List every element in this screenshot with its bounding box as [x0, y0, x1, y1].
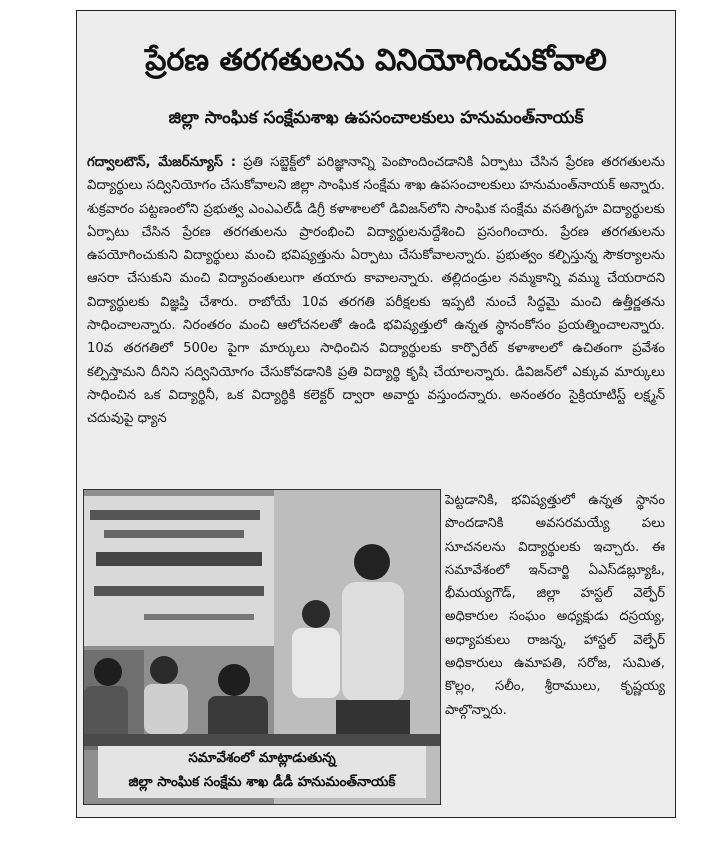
speaker-body-shape [342, 582, 404, 702]
photo-caption [98, 746, 426, 798]
article-body [87, 151, 665, 491]
article-continuation: పెట్టడానికి, భవిష్యత్తులో ఉన్నత స్థానం పొందడానికి అవసరమయ్యే పలు సూచనలను విద్యార్థులకు ఇచ్చారు. ఈ సమావేశంలో ఇన్‌చార్జి ఏఎస్‌డబ్ల్యూఓ, భీమయ్యగౌడ్, జిల్లా హస్టల్ వెల్ఫేర్ అధికారుల సంఘం అధ్యక్షుడు దస్రయ్య, అధ్యాపకులు రాజన్న, హాస్టల్ వెల్ఫేర్ అధికారులు ఉమాపతి, సరోజ, సుమిత, కొల్లం, సలీం, శ్రీరాములు, కృష్ణయ్య పాల్గొన్నారు. [445, 493, 665, 718]
dateline: గద్వాలటౌన్, మేజర్‌న్యూస్ : [87, 155, 236, 170]
headline: ప్రేరణ తరగతులను వినియోగించుకోవాలి [145, 43, 607, 78]
caption-line-1: సమావేశంలో మాట్లాడుతున్న [188, 750, 336, 766]
newspaper-clipping [76, 10, 676, 818]
subheadline: జిల్లా సాంఘిక సంక్షేమశాఖ ఉపసంచాలకులు హనుమంత్‌నాయక్ [168, 108, 584, 128]
news-photo [83, 489, 441, 805]
speaker-head-shape [354, 544, 390, 580]
article-body-text: ప్రతి సబ్జెక్ట్‌లో పరిజ్ఞానాన్ని పెంపొందించడానికి ఏర్పాటు చేసిన ప్రేరణ తరగతులను విద్యార్థులు సద్వినియోగం చేసుకోవాలని జిల్లా సాంఘిక సంక్షేమ శాఖ ఉపసంచాలకులు హనుమంత్‌నాయక్ అన్నారు. శుక్రవారం పట్టణంలోని ప్రభుత్వ ఎంఎఎల్‌డీ డిగ్రీ కళాశాలలో డివిజన్‌లోని సాంఘిక సంక్షేమ వసతిగృహ విద్యార్థులకు ఏర్పాటు చేసిన ప్రేరణ తరగతులను ప్రారంభించి విద్యార్థులనుద్దేశించి ప్రసంగించారు. ప్రేరణ తరగతులను ఉపయోగించుకుని విద్యార్థులు మంచి భవిష్యత్తును ఏర్పాటు చేసుకోవాలన్నారు. ప్రభుత్వం కల్పిస్తున్న సౌకర్యాలను ఆసరా చేసుకుని మంచి విద్యావంతులుగా తయారు కావాలన్నారు. తల్లిదండ్రుల నమ్మకాన్ని వమ్ము చేయరాదని విద్యార్థులకు విజ్ఞప్తి చేశారు. రాబోయే 10వ తరగతి పరీక్షలకు ఇప్పటి నుంచే సిద్ధమై మంచి ఉత్తీర్ణతను సాధించాలన్నారు. నిరంతరం మంచి ఆలోచనలతో ఉండి భవిష్యత్తులో ఉన్నత స్థానంకోసం ప్రయత్నించాలన్నారు. 10వ తరగతిలో 500ల పైగా మార్కులు సాధించిన విద్యార్థులకు కార్పొరేట్ కళాశాలలో ఉచితంగా ప్రవేశం కల్పిస్తామని దీనిని సద్వినియోగం చేసుకోవడానికి ప్రతి విద్యార్థి కృషి చేయాలన్నారు. డివిజన్‌లో ఎక్కువ మార్కులు సాధించిన ఒక విద్యార్థినీ, ఒక విద్యార్థికి కలెక్టర్ ద్వారా అవార్డు వస్తుందన్నారు. అనంతరం సైక్రియాటిస్ట్ లక్ష్మన్ చదువుపై ధ్యాన [87, 155, 665, 427]
caption-line-2: జిల్లా సాంఘిక సంక్షేమ శాఖ డీడీ హనుమంత్‌నాయక్ [128, 774, 396, 790]
